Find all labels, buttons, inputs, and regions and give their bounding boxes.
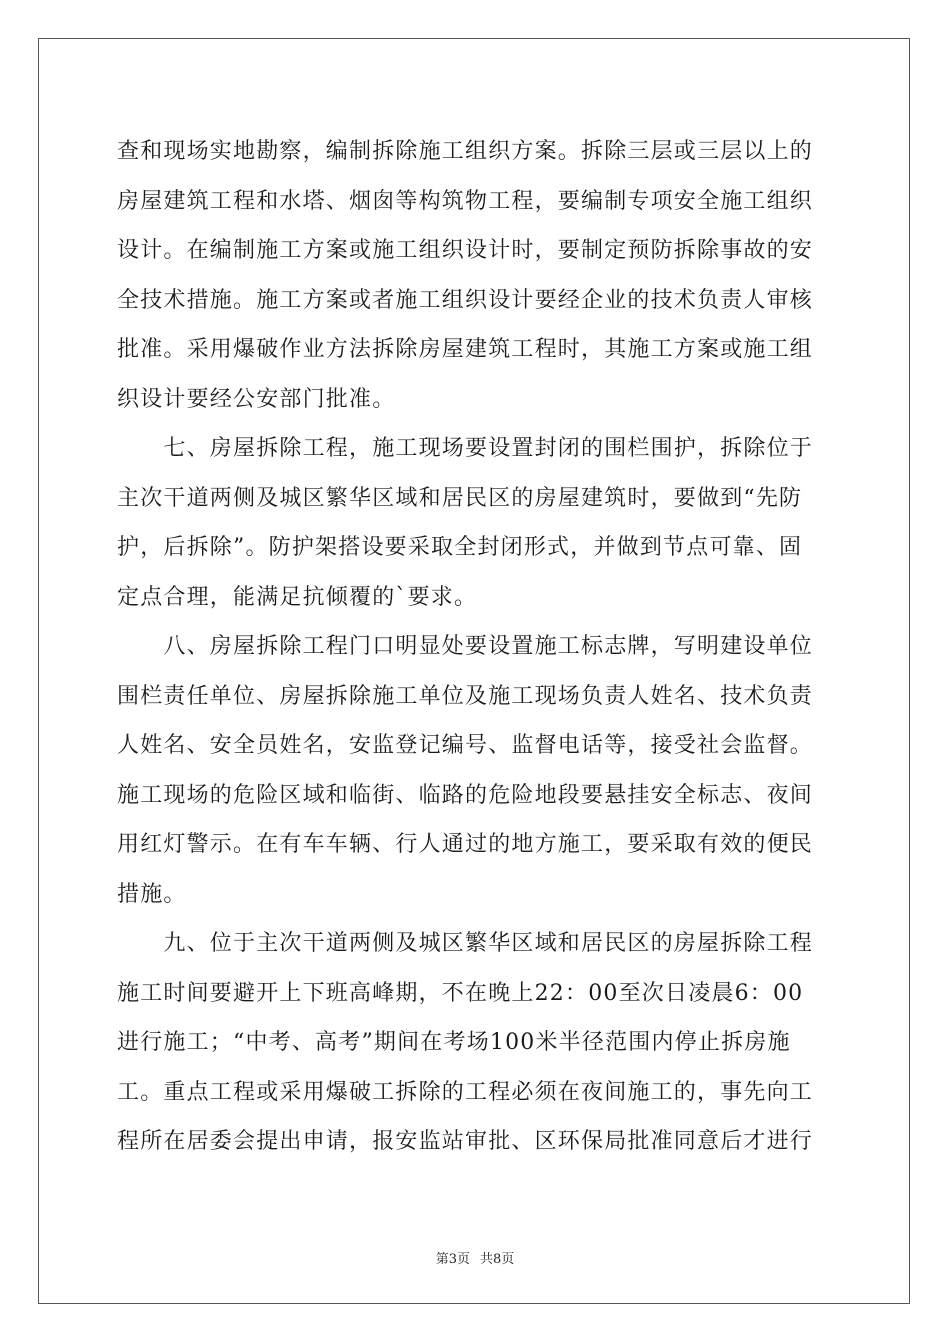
text-line: 施工时间要避开上下班高峰期，不在晚上22：00至次日凌晨6：00 — [117, 980, 804, 1006]
text-line: 织设计要经公安部门批准。 — [117, 386, 396, 412]
text-line: 人姓名、安全员姓名，安监登记编号、监督电话等，接受社会监督。 — [117, 733, 814, 758]
text-line: 进行施工；“中考、高考”期间在考场100米半径范围内停止拆房施 — [117, 1030, 791, 1055]
text-line: 房屋建筑工程和水塔、烟囱等构筑物工程，要编制专项安全施工组织 — [117, 188, 814, 214]
text-line: 全技术措施。施工方案或者施工组织设计要经企业的技术负责人审核 — [117, 287, 814, 313]
page-total: 共8页 — [480, 1252, 515, 1267]
text-line: 措施。 — [117, 881, 187, 907]
page-footer — [0, 1248, 950, 1267]
text-line: 施工现场的危险区域和临街、临路的危险地段要悬挂安全标志、夜间 — [117, 782, 814, 808]
text-line: 定点合理，能满足抗倾覆的`要求。 — [117, 584, 478, 610]
text-line: 查和现场实地勘察，编制拆除施工组织方案。拆除三层或三层以上的 — [117, 139, 814, 164]
document-body — [117, 127, 837, 1167]
text-line: 主次干道两侧及城区繁华区域和居民区的房屋建筑时，要做到“先防 — [117, 485, 803, 511]
text-line: 八、房屋拆除工程门口明显处要设置施工标志牌，写明建设单位 — [117, 634, 814, 659]
text-line: 程所在居委会提出申请，报安监站审批、区环保局批准同意后才进行 — [117, 1129, 814, 1154]
text-line: 围栏责任单位、房屋拆除施工单位及施工现场负责人姓名、技术负责 — [117, 683, 814, 709]
text-line: 七、房屋拆除工程，施工现场要设置封闭的围栏围护，拆除位于 — [117, 436, 814, 461]
text-line: 工。重点工程或采用爆破工拆除的工程必须在夜间施工的，事先向工 — [117, 1079, 814, 1105]
text-line: 护，后拆除”。防护架搭设要采取全封闭形式，并做到节点可靠、固 — [117, 535, 803, 560]
text-line: 批准。采用爆破作业方法拆除房屋建筑工程时，其施工方案或施工组 — [117, 337, 814, 362]
text-line: 九、位于主次干道两侧及城区繁华区域和居民区的房屋拆除工程 — [117, 931, 814, 956]
text-line: 设计。在编制施工方案或施工组织设计时，要制定预防拆除事故的安 — [117, 238, 814, 263]
text-line: 用红灯警示。在有车车辆、行人通过的地方施工，要采取有效的便民 — [117, 832, 814, 857]
page-number: 第3页 — [435, 1252, 470, 1267]
